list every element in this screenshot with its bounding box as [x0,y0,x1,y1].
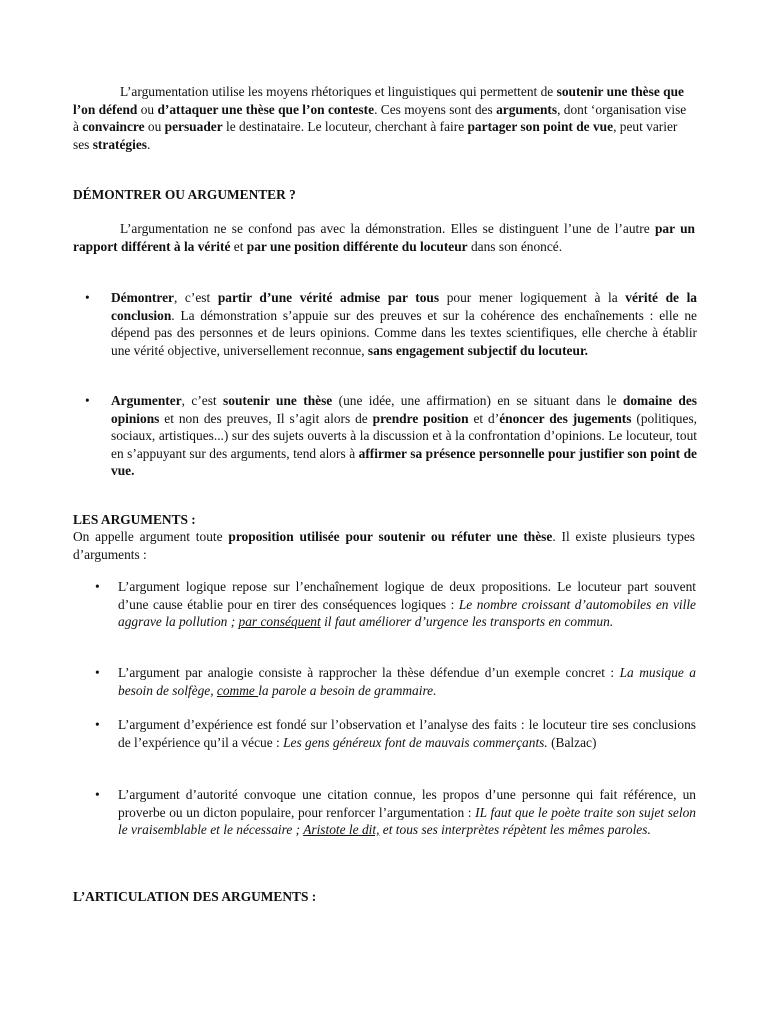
section1-paragraph [73,220,695,255]
underlined-text: comme [216,682,259,698]
intro-paragraph [73,83,695,153]
bullet: • [95,787,100,802]
intro-text: L’argumentation utilise les moyens rhétoriques et linguistiques qui permettent de [120,84,557,99]
underlined-text: Aristote le dit, [303,822,380,837]
text: et [230,238,247,254]
intro-text: ou [137,101,158,117]
intro-text: , dont ‘organisation vise à [73,101,687,134]
bold-text: partir d’une vérité admise par tous [217,290,440,305]
text: L’argument par analogie consiste à rapprocher la thèse défendue d’un exemple concret : [118,665,620,680]
text: pour mener logiquement à la [439,290,626,305]
bold-text: soutenir une thèse [223,393,333,408]
text: , c’est [181,393,224,408]
section2-paragraph [73,528,695,563]
italic-text: la parole a besoin de grammaire. [258,682,437,698]
text: . Il existe plusieurs types d’arguments : [73,529,695,562]
list-item-argument-autorite [118,786,696,839]
text: (une idée, une affirmation) en se situant dans le [332,393,623,408]
intro-text: le destinataire. Le locuteur, cherchant à faire [222,119,468,134]
bullet: • [95,717,100,732]
text: L’argument d’autorité convoque une citation connue, les propos d’une personne qui fait référence, un proverbe ou un dicton populaire, pour renforcer l’argumentation : [118,787,696,820]
text: , c’est [173,290,218,305]
text: L’argumentation ne se confond pas avec la démonstration. Elles se distinguent l’une de l’autre [120,221,655,236]
bold-text: par une position différente du locuteur [246,238,468,254]
italic-text: Le nombre croissant d’automobiles en ville aggrave la pollution ; [118,596,696,629]
section-heading-articulation: L’ARTICULATION DES ARGUMENTS : [73,889,317,904]
section-heading-demontrer: DÉMONTRER OU ARGUMENTER ? [73,187,296,202]
intro-bold: arguments [496,101,558,117]
intro-text: , peut varier ses [73,119,678,152]
bold-text: Démontrer [111,290,174,305]
text: . La démonstration s’appuie sur des preuves et sur la cohérence des enchaînements : elle ne dépend pas des personnes et de leurs opinions. Comme dans les textes scientifiques, elle cherche à établir une vérité objective, universellement reconnue, [111,307,697,358]
intro-bold: convaincre [82,119,145,134]
bullet: • [95,579,100,594]
list-item-argument-analogie [118,664,696,699]
bullet: • [85,290,90,305]
bold-text: domaine des opinions [111,393,697,426]
bold-text: vérité de la conclusion [111,290,698,323]
bold-text: sans engagement subjectif du locuteur. [367,342,589,358]
intro-bold: persuader [164,119,223,134]
bullet: • [95,665,100,680]
list-item-argumenter [111,392,697,480]
intro-text: . Ces moyens sont des [374,101,497,117]
italic-text: et tous ses interprètes répètent les mêmes paroles. [379,822,651,837]
italic-text: il faut améliorer d’urgence les transports en commun. [320,614,614,629]
bold-text: proposition utilisée pour soutenir ou réfuter une thèse [228,529,553,544]
italic-text: Les gens généreux font de mauvais commerçants. [283,734,548,750]
text: On appelle argument toute [73,529,229,544]
bold-text: prendre position [372,410,469,426]
intro-bold: d’attaquer une thèse que l’on conteste [157,101,375,117]
intro-bold: soutenir une thèse que l’on défend [73,84,684,117]
intro-text: . [147,136,151,152]
text: (Balzac) [547,734,597,750]
list-item-argument-experience [118,716,696,751]
bold-text: affirmer sa présence personnelle pour justifier son point de vue. [111,445,697,478]
underlined-text: par conséquent [238,614,321,629]
bold-text: Argumenter [111,393,182,408]
italic-text: IL faut que le poète traite son sujet selon le vraisemblable et le nécessaire ; [118,804,696,837]
italic-text: La musique a besoin de solfège, [118,665,696,698]
bold-text: énoncer des jugements [499,410,632,426]
text: dans son énoncé. [467,238,563,254]
list-item-demontrer [111,289,697,359]
list-item-argument-logique [118,578,696,631]
text: (politiques, sociaux, artistiques...) sur des sujets ouverts à la discussion et à la confrontation d’opinions. Le locuteur, tout en s’appuyant sur des arguments, tend alors à [111,410,698,461]
text: L’argument d’expérience est fondé sur l’observation et l’analyse des faits : le locuteur tire ses conclusions de l’expérience qu’il a vécue : [118,717,696,750]
text: et non des preuves, Il s’agit alors de [159,410,373,426]
intro-bold: stratégies [92,136,148,152]
bullet: • [85,393,90,408]
section-heading-arguments: LES ARGUMENTS : [73,512,196,527]
text: L’argument logique repose sur l’enchaînement logique de deux propositions. Le locuteur part souvent d’une cause établie pour en tirer des conséquences logiques : [118,579,696,612]
intro-bold: partager son point de vue [467,119,614,134]
intro-text: ou [144,119,165,134]
bold-text: par un rapport différent à la vérité [73,221,695,254]
text: et d’ [468,410,500,426]
